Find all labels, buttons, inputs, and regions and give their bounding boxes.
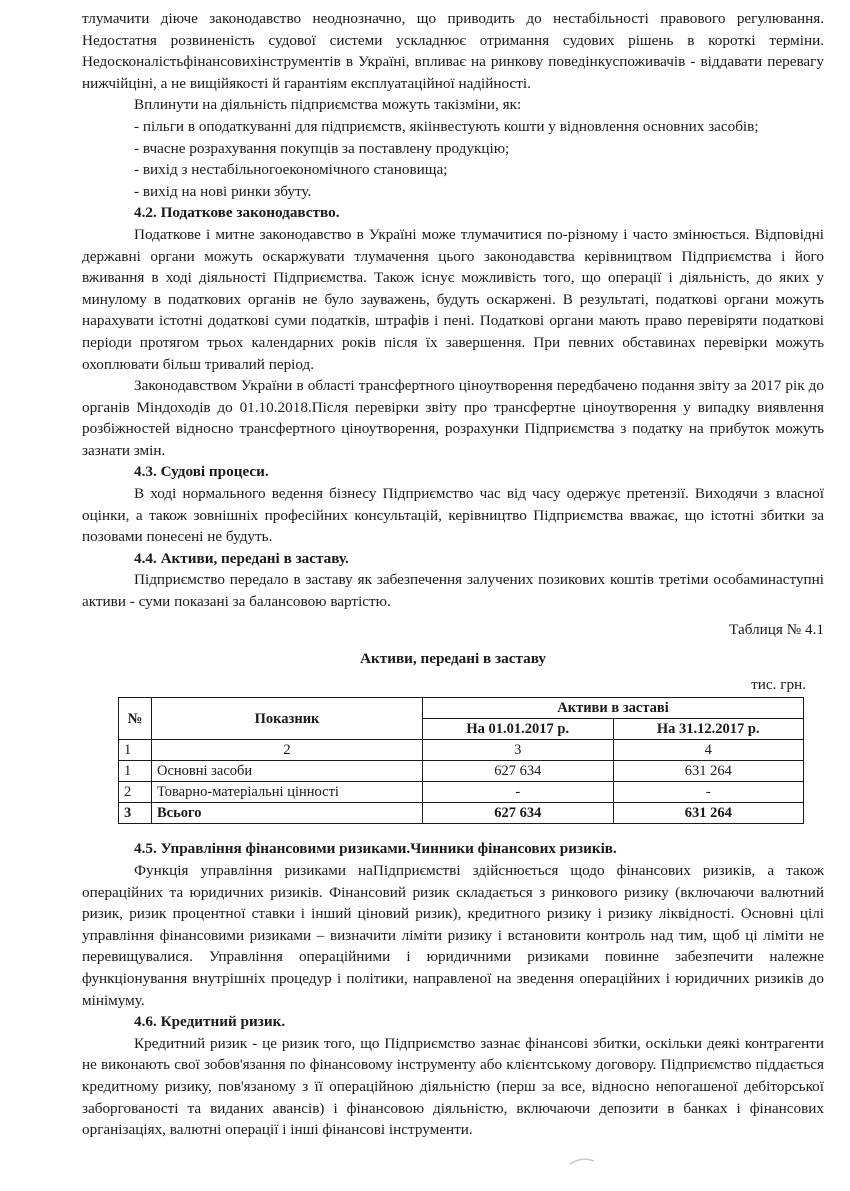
section-heading-4-2: 4.2. Податкове законодавство. [134,204,340,222]
document-page [82,8,824,1141]
table-cell: Товарно-матеріальні цінності [152,782,423,803]
column-header-indicator: Показник [152,698,423,740]
column-header-no: № [119,698,152,740]
section-heading-4-4: 4.4. Активи, передані в заставу. [134,549,349,567]
list-item: - пільги в оподаткуванні для підприємств, якіінвестують кошти у відновлення основних засобів; [134,117,759,135]
column-header-date2: На 31.12.2017 р. [613,719,804,740]
paragraph: Кредитний ризик - це ризик того, що Підприємство зазнає фінансові збитки, оскільки деякі контрагенти не виконають свої зобов'язання по фінансовому інструменту або клієнтському договору. Підприємство піддається кредитному ризику, пов'язаному з її операційною діяльністю (перш за все, відносно непогашеної дебіторської заборгованості та виданих авансів) і фінансовою діяльністю, включаючи депозити в банках і фінансових організаціях, валютні операції і інші фінансові інструменти. [82,1034,824,1139]
paragraph: В ході нормального ведення бізнесу Підприємство час від часу одержує претензії. Виходячи з власної оцінки, а також зовнішніх професійних консультацій, керівництво Підприємства вважає, що істотні збитки за позовами понесені не будуть. [82,485,824,546]
table-cell: 1 [119,761,152,782]
table-cell: 2 [119,782,152,803]
paragraph: Функція управління ризиками наПідприємстві здійснюється щодо фінансових ризиків, а також операційних та юридичних ризиків. Фінансовий ризик складається з ринкового ризику (включаючи валютний ризик, ризик процентної ставки і інший ціновий ризик), кредитного ризику і ризику ліквідності. Основні цілі управління фінансовими ризиками – визначити ліміти ризику і встановити контроль над тим, щоб ці ліміти не перевищувалися. Управління операційними і юридичними ризиками повинне забезпечити належне функціонування внутрішніх процедур і політики, направленої на зведення операційних і юридичних ризиків до мінімуму. [82,862,824,1009]
table-cell: 3 [423,740,614,761]
list-item: - вихід з нестабільногоекономічного становища; [134,161,448,179]
table-cell: 2 [152,740,423,761]
table-cell: 1 [119,740,152,761]
table-cell: - [613,782,804,803]
section-heading-4-6: 4.6. Кредитний ризик. [134,1013,286,1031]
table-header-row [119,698,804,719]
paragraph: Податкове і митне законодавство в Україні може тлумачитися по-різному і часто змінюється. Відповідні державні органи можуть оскаржувати тлумачення цього законодавства керівництвом Підприємства і його вживання в ході діяльності Підприємства. Також існує можливість того, що операції і діяльність, до яких у минулому в податкових органів не було зауважень, будуть оскаржені. В результаті, податкові органи можуть нарахувати істотні додаткові суми податків, штрафів і пені. Податкові органи мають право перевіряти податкові періоди протягом трьох календарних років після їх завершення. При певних обставинах перевірки можуть охоплювати більш тривалий період. [82,225,824,373]
table-cell: 3 [119,803,152,824]
section-heading-4-5: 4.5. Управління фінансовими ризиками.Чинники фінансових ризиків. [134,840,617,858]
list-item: - вихід на нові ринки збуту. [134,182,312,200]
column-header-group: Активи в заставі [423,698,804,719]
section-heading-4-3: 4.3. Судові процеси. [134,463,269,481]
table-cell: 631 264 [613,803,804,824]
table-row [119,782,804,803]
table-number-row [119,740,804,761]
table-cell: - [423,782,614,803]
list-item: - вчасне розрахування покупців за поставлену продукцію; [134,139,510,157]
paragraph: Законодавством України в області трансфертного ціноутворення передбачено подання звіту за 2017 рік до органів Міндоходів до 01.10.2018.Після перевірки звіту про трансфертне ціноутворення у випадку виявлення розбіжностей відносно трансфертного ціноутворення, розрахунки Підприємства з податку на прибуток можуть зазнати змін. [82,377,824,459]
table-cell: Всього [152,803,423,824]
table-cell: Основні засоби [152,761,423,782]
table-units: тис. грн. [751,675,806,693]
paragraph-continued: тлумачити діюче законодавство неоднозначно, що приводить до нестабільності правового регулювання. Недостатня розвиненість судової системи ускладнює отримання судових рішень в короткі терміни. Недосконалістьфінансовихінструментів в Україні, впливає на ринкову поведінкуспоживачів - віддавати перевагу нижчійціні, а не вищійякості й гарантіям експлуатаційної надійності. [82,10,824,92]
table-row [119,761,804,782]
table-row-total [119,803,804,824]
table-caption: Активи, передані в заставу [360,650,546,668]
paragraph: Підприємство передало в заставу як забезпечення залучених позикових коштів третіми особаминаступні активи - суми показані за балансовою вартістю. [82,571,824,611]
pen-mark [560,1150,620,1170]
assets-table [118,697,804,824]
changes-intro: Вплинути на діяльність підприємства можуть такізміни, як: [134,96,522,114]
table-cell: 627 634 [423,761,614,782]
table-cell: 627 634 [423,803,614,824]
column-header-date1: На 01.01.2017 р. [423,719,614,740]
table-label: Таблиця № 4.1 [729,620,824,638]
table-cell: 631 264 [613,761,804,782]
table-cell: 4 [613,740,804,761]
